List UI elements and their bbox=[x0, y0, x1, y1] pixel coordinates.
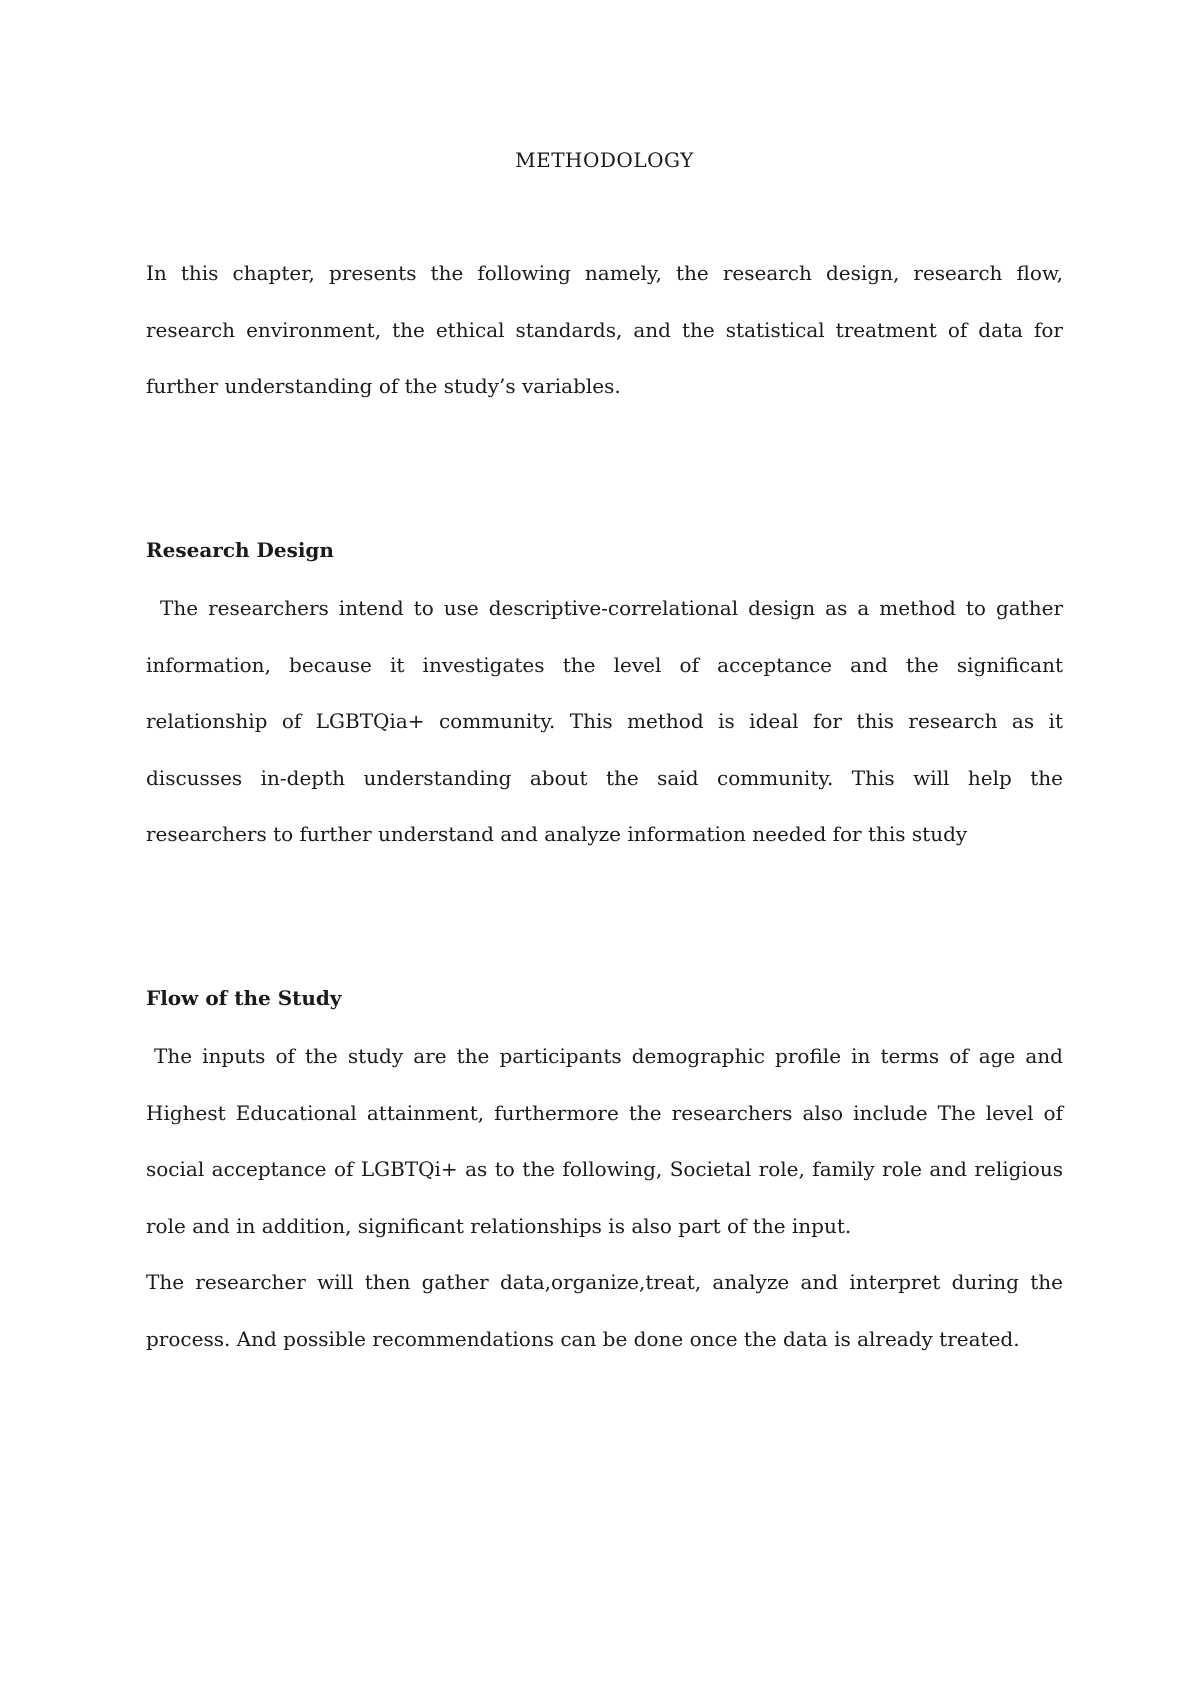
flow-of-study-paragraph-2: The researcher will then gather data,organize,treat, analyze and interpret during the process. And possible recommendations can be done once the data is already treated. bbox=[146, 1270, 1063, 1351]
section-heading-research-design: Research Design bbox=[146, 538, 334, 562]
flow-of-study-paragraph-1: The inputs of the study are the participants demographic profile in terms of age and Highest Educational attainment, furthermore the researchers also include The level of social acceptance of LGBTQi+ as to the following, Societal role, family role and religious role and in addition, significant relationships is also part of the input. bbox=[146, 1044, 1063, 1238]
page-title: METHODOLOGY bbox=[515, 148, 694, 172]
research-design-paragraph: The researchers intend to use descriptive-correlational design as a method to gather information, because it investigates the level of acceptance and the significant relationship of LGBTQia+ community. This method is ideal for this research as it discusses in-depth understanding about the said community. This will help the researchers to further understand and analyze information needed for this study bbox=[146, 596, 1063, 846]
section-heading-flow-of-study: Flow of the Study bbox=[146, 986, 342, 1010]
intro-paragraph: In this chapter, presents the following namely, the research design, research flow, research environment, the ethical standards, and the statistical treatment of data for further understanding of the study’s variables. bbox=[146, 261, 1063, 398]
